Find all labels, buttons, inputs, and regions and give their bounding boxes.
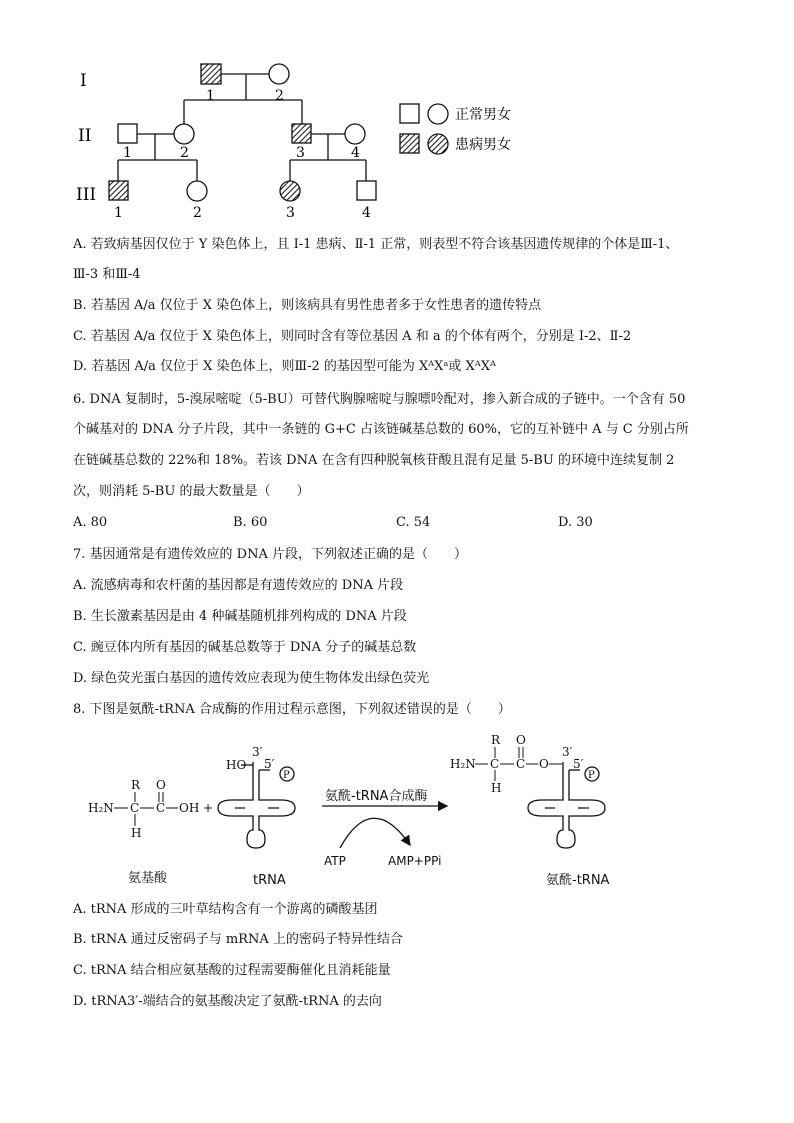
q7-option-a: A. 流感病毒和农杆菌的基因都是有遗传效应的 DNA 片段 [73, 578, 404, 593]
hydrogen: H [131, 826, 142, 840]
q6-stem-line2: 个碱基对的 DNA 分子片段，其中一条链的 G+C 占该链碱基总数的 60%，它的互补链中 A 与 C 分别占所 [73, 422, 689, 437]
carboxyl-carbon: C [156, 801, 166, 815]
q6-stem-line1: 6. DNA 复制时，5-溴尿嘧啶（5-BU）可替代胸腺嘧啶与腺嘌呤配对，掺入新合成的子链中。一个含有 50 [73, 392, 686, 407]
trna-label: tRNA [253, 873, 286, 888]
alpha-carbon: C [490, 757, 500, 771]
q6-option-d: D. 30 [558, 515, 593, 530]
oxygen: O [156, 778, 166, 792]
r-group: R [131, 778, 141, 792]
pedigree-I-1-affected-male [201, 64, 221, 84]
five-prime-label: 5′ [573, 757, 584, 771]
oxygen: O [516, 733, 526, 747]
pedigree-II-2-normal-female [174, 124, 194, 144]
q7-option-c: C. 豌豆体内所有基因的碱基总数等于 DNA 分子的碱基总数 [73, 640, 417, 655]
pedigree-II-4-normal-female [345, 124, 365, 144]
alpha-carbon: C [130, 801, 140, 815]
pedigree-II-3-affected-male [292, 124, 311, 143]
pedigree-id: 2 [275, 88, 284, 104]
legend-normal-female-icon [428, 104, 448, 124]
q5-option-c: C. 若基因 A/a 仅位于 X 染色体上，则同时含有等位基因 A 和 a 的个体有两个，分别是 I-2、Ⅱ-2 [73, 329, 632, 344]
energy-curve-arrow [340, 818, 410, 848]
amino-acid-label: 氨基酸 [128, 871, 168, 886]
q8-option-d: D. tRNA3′-端结合的氨基酸决定了氨酰-tRNA 的去向 [73, 994, 382, 1009]
hydrogen: H [491, 781, 502, 795]
q8-option-a: A. tRNA 形成的三叶草结构含有一个游离的磷酸基团 [73, 902, 378, 917]
q8-option-c: C. tRNA 结合相应氨基酸的过程需要酶催化且消耗能量 [73, 963, 391, 978]
enzyme-label: 氨酰-tRNA合成酶 [325, 789, 428, 804]
generation-label-2: II [78, 126, 92, 146]
q6-option-c: C. 54 [396, 515, 431, 530]
q8-stem: 8. 下图是氨酰-tRNA 合成酶的作用过程示意图，下列叙述错误的是（ ） [73, 702, 511, 717]
hydroxyl: OH [179, 801, 200, 815]
legend-affected-male-icon [400, 134, 419, 153]
pedigree-id: 1 [114, 205, 123, 221]
legend-normal-label: 正常男女 [455, 107, 511, 123]
aminoacyl-trna-diagram [0, 722, 794, 892]
five-prime-label: 5′ [264, 757, 275, 771]
pedigree-id: 2 [180, 145, 189, 161]
pedigree-id: 3 [286, 205, 295, 221]
q5-option-a-line2: Ⅲ-3 和Ⅲ-4 [73, 267, 141, 282]
amp-ppi-label: AMP+PPi [388, 854, 442, 868]
pedigree-id: 1 [123, 145, 132, 161]
carboxyl-carbon: C [516, 757, 526, 771]
q8-option-b: B. tRNA 通过反密码子与 mRNA 上的密码子特异性结合 [73, 932, 403, 947]
pedigree-id: 4 [351, 145, 360, 161]
ester-oxygen: O [539, 757, 549, 771]
pedigree-id: 4 [362, 205, 371, 221]
q5-option-d: D. 若基因 A/a 仅位于 X 染色体上，则Ⅲ-2 的基因型可能为 XᴬXᵃ或 XᴬXᴬ [73, 359, 496, 374]
pedigree-III-3-affected-female [280, 181, 300, 201]
q6-stem-line3: 在链碱基总数的 22%和 18%。若该 DNA 在含有四种脱氧核苷酸且混有足量 5-BU 的环境中连续复制 2 [73, 453, 675, 468]
trna-left [218, 745, 295, 848]
legend-affected-female-icon [428, 134, 448, 154]
three-prime-label: 3′ [562, 745, 573, 759]
pedigree-id: 1 [206, 88, 215, 104]
pedigree-id: 2 [193, 205, 202, 221]
q5-option-a-line1: A. 若致病基因仅位于 Y 染色体上，且 I-1 患病、Ⅱ-1 正常，则表型不符合该基因遗传规律的个体是Ⅲ-1、 [73, 237, 679, 252]
pedigree-II-1-normal-male [118, 124, 137, 143]
pedigree-III-4-normal-male [357, 181, 376, 200]
three-prime-label: 3′ [252, 745, 263, 759]
q6-option-b: B. 60 [233, 515, 268, 530]
r-group: R [491, 733, 501, 747]
pedigree-III-2-normal-female [187, 181, 207, 201]
h2n-group: H₂N [88, 801, 114, 815]
aminoacyl-trna-label: 氨酰-tRNA [546, 873, 610, 888]
generation-label-3: III [76, 185, 97, 205]
amino-acid-structure [88, 778, 213, 840]
legend-normal-male-icon [400, 104, 419, 123]
q6-option-a: A. 80 [73, 515, 108, 530]
q6-stem-line4: 次，则消耗 5-BU 的最大数量是（ ） [73, 484, 310, 499]
aminoacyl-trna-structure [450, 733, 562, 795]
pedigree-chart [0, 0, 794, 230]
legend-affected-label: 患病男女 [455, 137, 511, 153]
pedigree-id: 3 [296, 145, 305, 161]
phosphate-label: P [588, 770, 595, 781]
q5-option-b: B. 若基因 A/a 仅位于 X 染色体上，则该病具有男性患者多于女性患者的遗传特点 [73, 298, 542, 313]
q7-option-d: D. 绿色荧光蛋白基因的遗传效应表现为使生物体发出绿色荧光 [73, 671, 430, 686]
plus-sign: + [203, 801, 214, 815]
pedigree-I-2-normal-female [269, 64, 289, 84]
pedigree-lines [118, 74, 366, 181]
h2n-group: H₂N [450, 757, 476, 771]
q7-stem: 7. 基因通常是有遗传效应的 DNA 片段，下列叙述正确的是（ ） [73, 547, 467, 562]
ho-label: HO [226, 758, 247, 772]
atp-label: ATP [324, 854, 346, 868]
pedigree-III-1-affected-male [109, 181, 128, 200]
phosphate-label: P [283, 770, 290, 781]
q7-option-b: B. 生长激素基因是由 4 种碱基随机排列构成的 DNA 片段 [73, 609, 407, 624]
generation-label-1: I [80, 71, 87, 91]
